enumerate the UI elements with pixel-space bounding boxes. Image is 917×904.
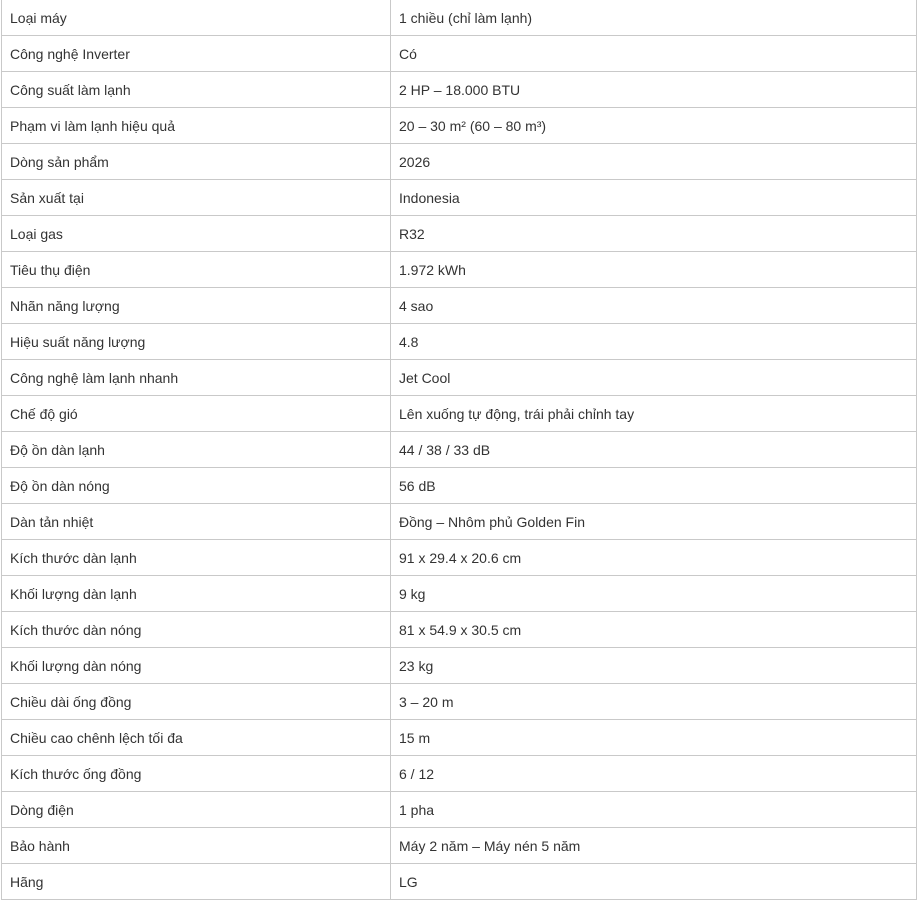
spec-value: 15 m: [391, 720, 917, 756]
spec-label: Nhãn năng lượng: [2, 288, 391, 324]
spec-label: Loại máy: [2, 0, 391, 36]
spec-label: Chế độ gió: [2, 396, 391, 432]
table-row: [2, 180, 917, 216]
spec-value: 1 chiều (chỉ làm lạnh): [391, 0, 917, 36]
table-row: [2, 648, 917, 684]
spec-value: 20 – 30 m² (60 – 80 m³): [391, 108, 917, 144]
table-row: [2, 216, 917, 252]
table-row: [2, 792, 917, 828]
spec-label: Hiệu suất năng lượng: [2, 324, 391, 360]
spec-label: Kích thước dàn lạnh: [2, 540, 391, 576]
table-row: [2, 468, 917, 504]
spec-value: 2026: [391, 144, 917, 180]
spec-label: Loại gas: [2, 216, 391, 252]
spec-value: 2 HP – 18.000 BTU: [391, 72, 917, 108]
table-row: [2, 360, 917, 396]
spec-label: Công suất làm lạnh: [2, 72, 391, 108]
table-row: [2, 324, 917, 360]
spec-value: 91 x 29.4 x 20.6 cm: [391, 540, 917, 576]
table-row: [2, 828, 917, 864]
table-row: [2, 576, 917, 612]
spec-value: 4.8: [391, 324, 917, 360]
spec-value: 23 kg: [391, 648, 917, 684]
table-row: [2, 396, 917, 432]
spec-label: Công nghệ Inverter: [2, 36, 391, 72]
table-row: [2, 540, 917, 576]
spec-label: Kích thước ống đồng: [2, 756, 391, 792]
table-row: [2, 756, 917, 792]
spec-label: Chiều cao chênh lệch tối đa: [2, 720, 391, 756]
table-row: [2, 504, 917, 540]
spec-value: R32: [391, 216, 917, 252]
spec-label: Công nghệ làm lạnh nhanh: [2, 360, 391, 396]
table-row: [2, 36, 917, 72]
table-row: [2, 72, 917, 108]
spec-label: Tiêu thụ điện: [2, 252, 391, 288]
spec-value: Có: [391, 36, 917, 72]
spec-value: Lên xuống tự động, trái phải chỉnh tay: [391, 396, 917, 432]
spec-label: Độ ồn dàn lạnh: [2, 432, 391, 468]
table-row: [2, 684, 917, 720]
spec-label: Hãng: [2, 864, 391, 900]
spec-value: Indonesia: [391, 180, 917, 216]
spec-label: Khối lượng dàn nóng: [2, 648, 391, 684]
table-row: [2, 288, 917, 324]
spec-label: Khối lượng dàn lạnh: [2, 576, 391, 612]
spec-value: Jet Cool: [391, 360, 917, 396]
spec-table-body: [2, 0, 917, 900]
table-row: [2, 252, 917, 288]
spec-label: Dòng điện: [2, 792, 391, 828]
spec-label: Phạm vi làm lạnh hiệu quả: [2, 108, 391, 144]
spec-value: 44 / 38 / 33 dB: [391, 432, 917, 468]
spec-value: 56 dB: [391, 468, 917, 504]
spec-label: Chiều dài ống đồng: [2, 684, 391, 720]
spec-value: 1.972 kWh: [391, 252, 917, 288]
spec-value: 9 kg: [391, 576, 917, 612]
spec-label: Bảo hành: [2, 828, 391, 864]
table-row: [2, 864, 917, 900]
spec-value: LG: [391, 864, 917, 900]
spec-table: [1, 0, 917, 900]
spec-value: 4 sao: [391, 288, 917, 324]
spec-label: Độ ồn dàn nóng: [2, 468, 391, 504]
table-row: [2, 432, 917, 468]
spec-label: Kích thước dàn nóng: [2, 612, 391, 648]
table-row: [2, 0, 917, 36]
spec-label: Dàn tản nhiệt: [2, 504, 391, 540]
table-row: [2, 612, 917, 648]
table-row: [2, 144, 917, 180]
spec-label: Dòng sản phẩm: [2, 144, 391, 180]
spec-value: 6 / 12: [391, 756, 917, 792]
spec-value: 3 – 20 m: [391, 684, 917, 720]
spec-value: Máy 2 năm – Máy nén 5 năm: [391, 828, 917, 864]
spec-value: Đồng – Nhôm phủ Golden Fin: [391, 504, 917, 540]
table-row: [2, 108, 917, 144]
spec-value: 81 x 54.9 x 30.5 cm: [391, 612, 917, 648]
spec-value: 1 pha: [391, 792, 917, 828]
spec-label: Sản xuất tại: [2, 180, 391, 216]
table-row: [2, 720, 917, 756]
